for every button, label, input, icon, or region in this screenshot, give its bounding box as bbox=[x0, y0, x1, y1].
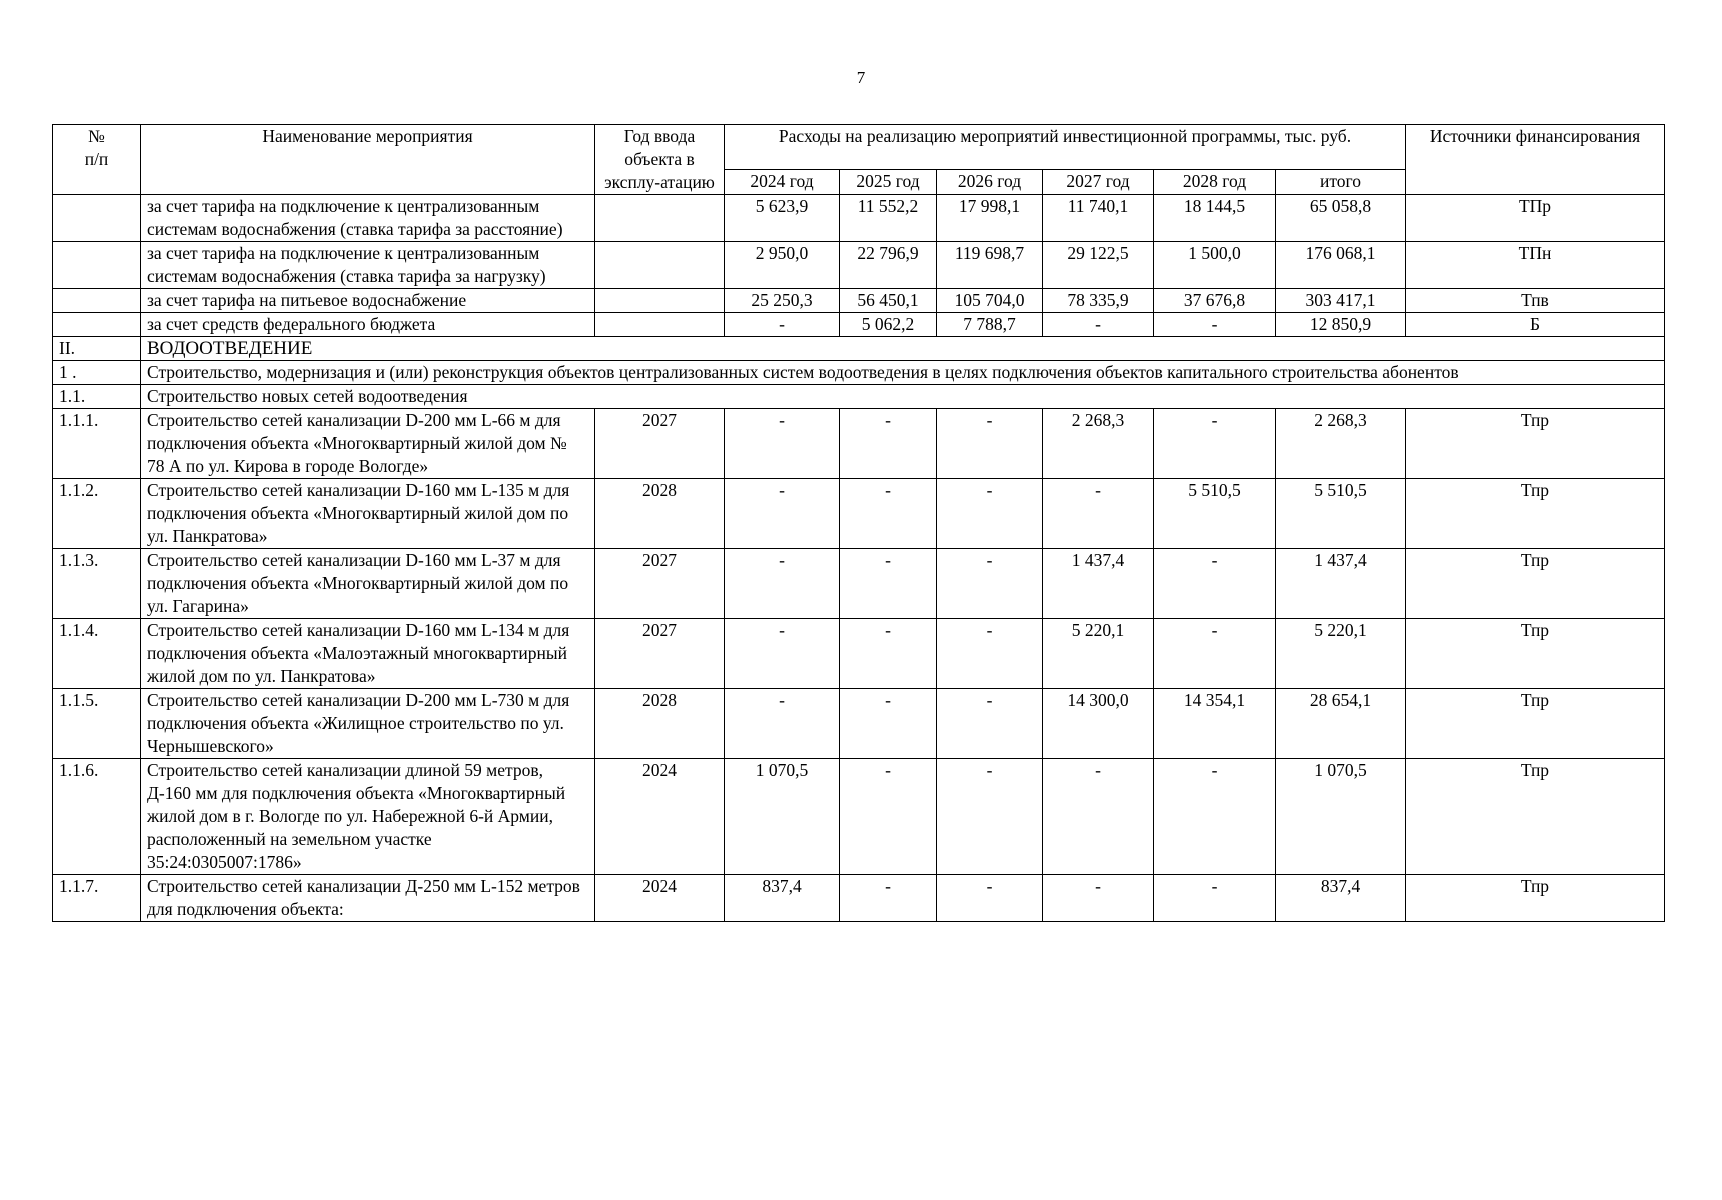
value-2026: - bbox=[937, 689, 1043, 759]
value-2026: - bbox=[937, 759, 1043, 875]
row-name: за счет средств федерального бюджета bbox=[141, 313, 595, 337]
value-total: 2 268,3 bbox=[1276, 409, 1406, 479]
header-num: № п/п bbox=[53, 125, 141, 195]
value-total: 5 220,1 bbox=[1276, 619, 1406, 689]
row-num: 1.1.1. bbox=[53, 409, 141, 479]
value-2024: 837,4 bbox=[725, 875, 840, 922]
row-num bbox=[53, 195, 141, 242]
funding-source: Тпр bbox=[1406, 759, 1665, 875]
header-2026: 2026 год bbox=[937, 170, 1043, 195]
row-year: 2024 bbox=[595, 759, 725, 875]
value-2027: 78 335,9 bbox=[1043, 289, 1154, 313]
value-2026: - bbox=[937, 875, 1043, 922]
value-2028: - bbox=[1154, 549, 1276, 619]
funding-row bbox=[53, 195, 1665, 242]
value-2028: 1 500,0 bbox=[1154, 242, 1276, 289]
funding-source: Тпв bbox=[1406, 289, 1665, 313]
table-row bbox=[53, 549, 1665, 619]
header-2027: 2027 год bbox=[1043, 170, 1154, 195]
row-num: 1.1.7. bbox=[53, 875, 141, 922]
value-2027: 11 740,1 bbox=[1043, 195, 1154, 242]
value-2026: 105 704,0 bbox=[937, 289, 1043, 313]
subsection-title: Строительство, модернизация и (или) реконструкция объектов централизованных систем водоотведения в целях подключения объектов капитального строительства абонентов bbox=[141, 361, 1665, 385]
row-num: 1.1.3. bbox=[53, 549, 141, 619]
value-2025: - bbox=[840, 619, 937, 689]
value-total: 837,4 bbox=[1276, 875, 1406, 922]
row-year bbox=[595, 289, 725, 313]
value-total: 12 850,9 bbox=[1276, 313, 1406, 337]
value-2025: - bbox=[840, 409, 937, 479]
value-2024: - bbox=[725, 689, 840, 759]
header-name: Наименование мероприятия bbox=[141, 125, 595, 195]
table-row bbox=[53, 689, 1665, 759]
value-2027: - bbox=[1043, 759, 1154, 875]
funding-source: Тпр bbox=[1406, 689, 1665, 759]
row-name: за счет тарифа на подключение к централизованным системам водоснабжения (ставка тарифа за нагрузку) bbox=[141, 242, 595, 289]
subsection-row bbox=[53, 361, 1665, 385]
funding-source: ТПн bbox=[1406, 242, 1665, 289]
value-2025: - bbox=[840, 689, 937, 759]
value-2025: - bbox=[840, 875, 937, 922]
value-2025: 11 552,2 bbox=[840, 195, 937, 242]
funding-source: Тпр bbox=[1406, 409, 1665, 479]
row-year: 2027 bbox=[595, 619, 725, 689]
row-num: 1.1.2. bbox=[53, 479, 141, 549]
value-2026: 7 788,7 bbox=[937, 313, 1043, 337]
row-name: Строительство сетей канализации D-200 мм L-66 м для подключения объекта «Многоквартирный жилой дом № 78 А по ул. Кирова в городе Вологде» bbox=[141, 409, 595, 479]
value-2027: - bbox=[1043, 875, 1154, 922]
value-2025: - bbox=[840, 479, 937, 549]
value-2025: - bbox=[840, 549, 937, 619]
value-2024: - bbox=[725, 409, 840, 479]
header-2024: 2024 год bbox=[725, 170, 840, 195]
subsection-num: 1.1. bbox=[53, 385, 141, 409]
section-num: II. bbox=[53, 337, 141, 361]
header-row-1 bbox=[53, 125, 1665, 170]
row-num bbox=[53, 242, 141, 289]
value-2028: 14 354,1 bbox=[1154, 689, 1276, 759]
row-num: 1.1.6. bbox=[53, 759, 141, 875]
value-2026: - bbox=[937, 619, 1043, 689]
header-year: Год ввода объекта в эксплу-атацию bbox=[595, 125, 725, 195]
section-row bbox=[53, 337, 1665, 361]
funding-source: Тпр bbox=[1406, 875, 1665, 922]
value-total: 65 058,8 bbox=[1276, 195, 1406, 242]
row-num bbox=[53, 313, 141, 337]
row-num: 1.1.5. bbox=[53, 689, 141, 759]
table-row bbox=[53, 875, 1665, 922]
row-name: за счет тарифа на питьевое водоснабжение bbox=[141, 289, 595, 313]
funding-source: ТПр bbox=[1406, 195, 1665, 242]
table-row bbox=[53, 479, 1665, 549]
value-2026: 17 998,1 bbox=[937, 195, 1043, 242]
row-name: Строительство сетей канализации D-200 мм L-730 м для подключения объекта «Жилищное строительство по ул. Чернышевского» bbox=[141, 689, 595, 759]
value-2028: - bbox=[1154, 619, 1276, 689]
funding-row bbox=[53, 289, 1665, 313]
value-total: 303 417,1 bbox=[1276, 289, 1406, 313]
value-2024: 5 623,9 bbox=[725, 195, 840, 242]
value-2028: 18 144,5 bbox=[1154, 195, 1276, 242]
row-year: 2024 bbox=[595, 875, 725, 922]
header-expenses: Расходы на реализацию мероприятий инвестиционной программы, тыс. руб. bbox=[725, 125, 1406, 170]
value-2027: 2 268,3 bbox=[1043, 409, 1154, 479]
subsection-row bbox=[53, 385, 1665, 409]
funding-source: Тпр bbox=[1406, 479, 1665, 549]
table-row bbox=[53, 759, 1665, 875]
row-year: 2028 bbox=[595, 479, 725, 549]
value-2024: - bbox=[725, 619, 840, 689]
value-2028: - bbox=[1154, 759, 1276, 875]
header-total: итого bbox=[1276, 170, 1406, 195]
header-2028: 2028 год bbox=[1154, 170, 1276, 195]
investment-program-table bbox=[52, 124, 1665, 922]
value-2025: - bbox=[840, 759, 937, 875]
row-year bbox=[595, 195, 725, 242]
row-name: Строительство сетей канализации D-160 мм L-37 м для подключения объекта «Многоквартирный жилой дом по ул. Гагарина» bbox=[141, 549, 595, 619]
value-2027: 1 437,4 bbox=[1043, 549, 1154, 619]
value-2024: 25 250,3 bbox=[725, 289, 840, 313]
value-2025: 22 796,9 bbox=[840, 242, 937, 289]
value-total: 1 437,4 bbox=[1276, 549, 1406, 619]
header-sources: Источники финансирования bbox=[1406, 125, 1665, 195]
funding-source: Тпр bbox=[1406, 549, 1665, 619]
value-2027: - bbox=[1043, 479, 1154, 549]
value-2026: 119 698,7 bbox=[937, 242, 1043, 289]
value-2025: 5 062,2 bbox=[840, 313, 937, 337]
row-name: Строительство сетей канализации Д-250 мм L-152 метров для подключения объекта: bbox=[141, 875, 595, 922]
row-name: Строительство сетей канализации D-160 мм L-134 м для подключения объекта «Малоэтажный многоквартирный жилой дом по ул. Панкратова» bbox=[141, 619, 595, 689]
value-2027: 5 220,1 bbox=[1043, 619, 1154, 689]
row-name: за счет тарифа на подключение к централизованным системам водоснабжения (ставка тарифа за расстояние) bbox=[141, 195, 595, 242]
page-number: 7 bbox=[856, 68, 866, 87]
table-row bbox=[53, 409, 1665, 479]
section-title: ВОДООТВЕДЕНИЕ bbox=[141, 337, 1665, 361]
value-2024: - bbox=[725, 479, 840, 549]
value-2027: 14 300,0 bbox=[1043, 689, 1154, 759]
subsection-title: Строительство новых сетей водоотведения bbox=[141, 385, 1665, 409]
subsection-num: 1 . bbox=[53, 361, 141, 385]
funding-source: Б bbox=[1406, 313, 1665, 337]
value-2024: - bbox=[725, 549, 840, 619]
value-2026: - bbox=[937, 549, 1043, 619]
value-total: 1 070,5 bbox=[1276, 759, 1406, 875]
funding-row bbox=[53, 313, 1665, 337]
row-name: Строительство сетей канализации D-160 мм L-135 м для подключения объекта «Многоквартирный жилой дом по ул. Панкратова» bbox=[141, 479, 595, 549]
row-name: Строительство сетей канализации длиной 59 метров, Д-160 мм для подключения объекта «Многоквартирный жилой дом в г. Вологде по ул. Набережной 6-й Армии, расположенный на земельном участке 35:24:0305007:1786» bbox=[141, 759, 595, 875]
value-total: 5 510,5 bbox=[1276, 479, 1406, 549]
row-num: 1.1.4. bbox=[53, 619, 141, 689]
value-total: 176 068,1 bbox=[1276, 242, 1406, 289]
value-2027: 29 122,5 bbox=[1043, 242, 1154, 289]
table-row bbox=[53, 619, 1665, 689]
funding-row bbox=[53, 242, 1665, 289]
row-year: 2027 bbox=[595, 549, 725, 619]
funding-source: Тпр bbox=[1406, 619, 1665, 689]
value-2025: 56 450,1 bbox=[840, 289, 937, 313]
value-2028: - bbox=[1154, 875, 1276, 922]
value-2026: - bbox=[937, 409, 1043, 479]
value-2024: 1 070,5 bbox=[725, 759, 840, 875]
row-year bbox=[595, 313, 725, 337]
value-2027: - bbox=[1043, 313, 1154, 337]
value-2028: - bbox=[1154, 409, 1276, 479]
value-2024: 2 950,0 bbox=[725, 242, 840, 289]
value-2024: - bbox=[725, 313, 840, 337]
value-2028: - bbox=[1154, 313, 1276, 337]
row-year: 2028 bbox=[595, 689, 725, 759]
value-total: 28 654,1 bbox=[1276, 689, 1406, 759]
row-num bbox=[53, 289, 141, 313]
row-year bbox=[595, 242, 725, 289]
header-2025: 2025 год bbox=[840, 170, 937, 195]
value-2028: 5 510,5 bbox=[1154, 479, 1276, 549]
row-year: 2027 bbox=[595, 409, 725, 479]
value-2028: 37 676,8 bbox=[1154, 289, 1276, 313]
value-2026: - bbox=[937, 479, 1043, 549]
